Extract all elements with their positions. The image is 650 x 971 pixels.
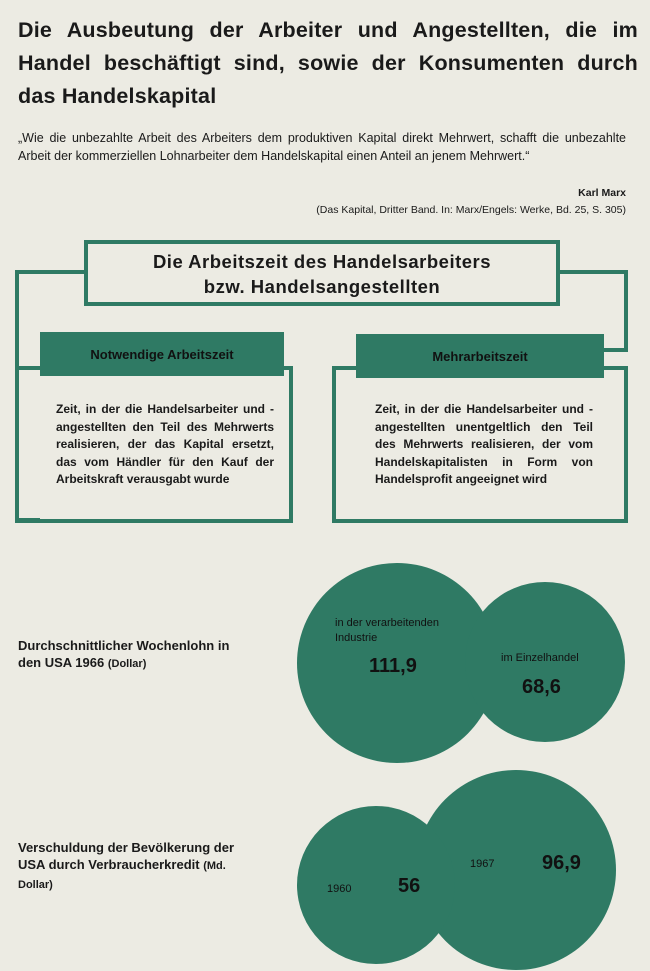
retail-value: 68,6 xyxy=(522,676,561,698)
necessary-time-text: Zeit, in der die Handelsarbeiter und -angestellten den Teil des Mehrwerts realisieren, der das Kapital ersetzt, das vom Händler für den Kauf der Arbeitskraft verausgabt wurde xyxy=(56,402,274,486)
diagram-heading-line1: Die Arbeitszeit des Handelsarbeiters xyxy=(152,251,492,272)
debt-label xyxy=(18,839,248,894)
wages-label xyxy=(18,637,248,673)
label-necessary-time: Notwendige Arbeitszeit xyxy=(40,332,284,376)
year-1960: 1960 xyxy=(327,883,352,895)
diagram-heading-line2: bzw. Handelsangestellten xyxy=(203,276,441,297)
industry-label: in der verarbeitenden Industrie xyxy=(335,617,439,644)
quote-source: (Das Kapital, Dritter Band. In: Marx/Engels: Werke, Bd. 25, S. 305) xyxy=(316,204,626,216)
wages-unit: (Dollar) xyxy=(107,658,147,670)
marx-quote: „Wie die unbezahlte Arbeit des Arbeiters dem produktiven Kapital direkt Mehrwert, schafft die unbezahlte Arbeit der kommerziellen Lohnarbeiter dem Handelskapital einen Anteil an jenem Mehrwert.“ xyxy=(18,131,626,163)
year-1967: 1967 xyxy=(470,858,495,870)
page-title: Die Ausbeutung der Arbeiter und Angestellten, die im Handel beschäftigt sind, sowie der Konsumenten durch das Handelskapital xyxy=(18,18,638,108)
wages-label-text: Durchschnittlicher Wochenlohn in den USA 1966 xyxy=(18,638,230,670)
retail-label: im Einzelhandel xyxy=(501,652,579,664)
industry-value: 111,9 xyxy=(369,655,417,677)
surplus-time-text: Zeit, in der die Handelsarbeiter und -angestellten unentgeltlich den Teil des Mehrwerts realisieren, der vom Handelskapitalisten in Form von Handelsprofit angeeignet wird xyxy=(375,402,593,486)
circle-credit-1960 xyxy=(297,806,455,964)
value-1967: 96,9 xyxy=(542,852,581,874)
value-1960: 56 xyxy=(398,875,421,897)
debt-label-text: Verschuldung der Bevölkerung der USA durch Verbraucherkredit xyxy=(18,840,234,872)
debt-unit: (Md. Dollar) xyxy=(18,860,226,891)
diagram-heading-box xyxy=(84,240,560,306)
quote-author: Karl Marx xyxy=(578,187,626,199)
label-surplus-time: Mehrarbeitszeit xyxy=(356,334,604,378)
